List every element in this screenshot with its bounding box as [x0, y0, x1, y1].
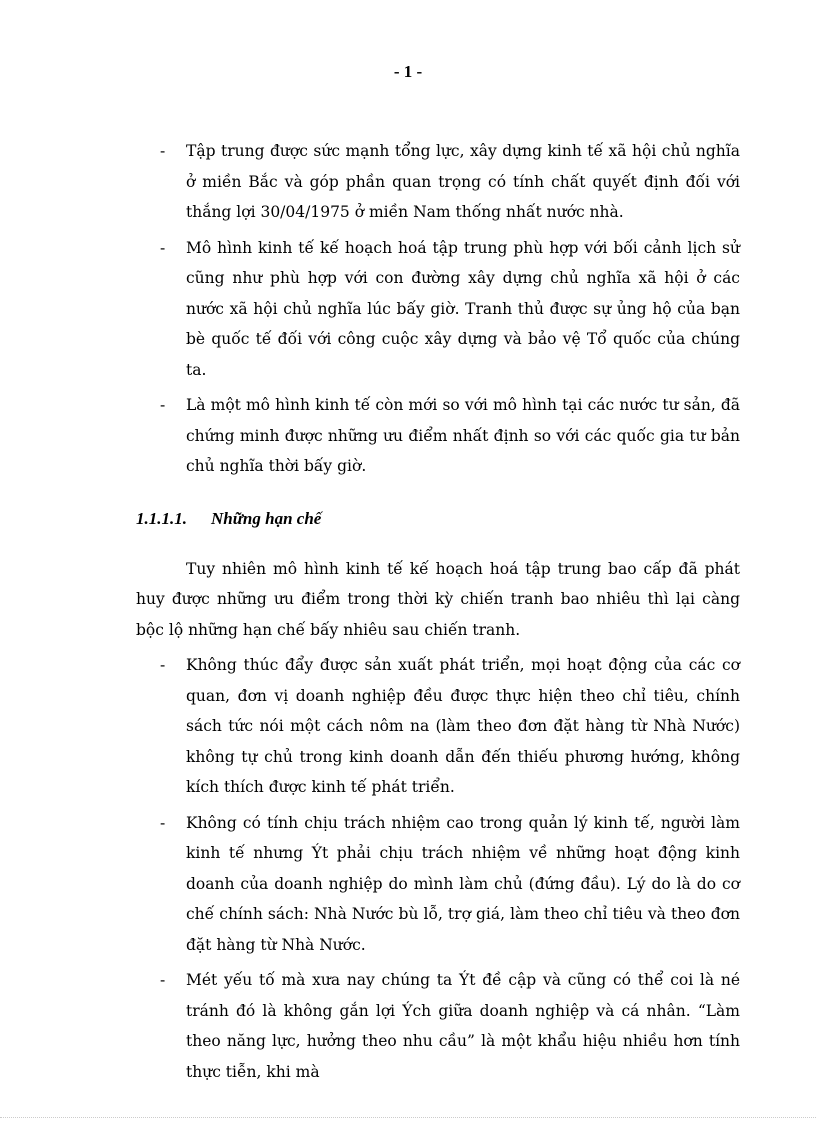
body-paragraph: Tuy nhiên mô hình kinh tế kế hoạch hoá tập trung bao cấp đã phát huy được những ưu điểm trong thời kỳ chiến tranh bao nhiêu thì lại càng bộc lộ những hạn chế bấy nhiêu sau chiến tranh. — [136, 559, 740, 639]
bullet-marker: - — [160, 142, 166, 160]
bullet-item — [136, 233, 740, 386]
bullet-text: Tập trung được sức mạnh tổng lực, xây dựng kinh tế xã hội chủ nghĩa ở miền Bắc và góp phần quan trọng có tính chất quyết định đối với thắng lợi 30/04/1975 ở miền Nam thống nhất nước nhà. — [186, 142, 740, 221]
bullet-marker: - — [160, 656, 166, 674]
bullet-item — [136, 390, 740, 482]
bullet-marker: - — [160, 396, 166, 414]
page-number: - 1 - — [393, 62, 423, 81]
bullet-text: Mô hình kinh tế kế hoạch hoá tập trung phù hợp với bối cảnh lịch sử cũng như phù hợp với con đường xây dựng chủ nghĩa xã hội ở các nước xã hội chủ nghĩa lúc bấy giờ. Tranh thủ được sự ủng hộ của bạn bè quốc tế đối với công cuộc xây dựng và bảo vệ Tổ quốc của chúng ta. — [186, 238, 740, 379]
bullet-text: Không thúc đẩy được sản xuất phát triển, mọi hoạt động của các cơ quan, đơn vị doanh nghiệp đều được thực hiện theo chỉ tiêu, chính sách tức nói một cách nôm na (làm theo đơn đặt hàng từ Nhà Nước) không tự chủ trong kinh doanh dẫn đến thiếu phương hướng, không kích thích được kinh tế phát triển. — [186, 656, 740, 796]
bullet-item — [136, 650, 740, 803]
bullet-item — [136, 808, 740, 961]
section-number: 1.1.1.1. — [136, 508, 187, 528]
bullet-marker: - — [160, 971, 166, 989]
bullet-item — [136, 136, 740, 228]
bullet-text: Mét yếu tố mà xưa nay chúng ta Ýt đề cập và cũng có thể coi là né tránh đó là không gắn lợi Ých giữa doanh nghiệp và cá nhân. “Làm theo năng lực, hưởng theo nhu cầu” là một khẩu hiệu nhiều hơn tính thực tiễn, khi mà — [186, 971, 740, 1081]
bullet-item — [136, 965, 740, 1087]
page-bottom-border — [0, 1117, 816, 1118]
bullet-marker: - — [160, 238, 166, 257]
document-body — [136, 136, 740, 1092]
bullet-text: Là một mô hình kinh tế còn mới so với mô hình tại các nước tư sản, đã chứng minh được những ưu điểm nhất định so với các quốc gia tư bản chủ nghĩa thời bấy giờ. — [186, 396, 740, 475]
section-title: Những hạn chế — [211, 508, 322, 528]
bullet-marker: - — [160, 813, 166, 832]
bullet-text: Không có tính chịu trách nhiệm cao trong quản lý kinh tế, người làm kinh tế nhưng Ýt phải chịu trách nhiệm về những hoạt động kinh doanh của doanh nghiệp do mình làm chủ (đứng đầu). Lý do là do cơ chế chính sách: Nhà Nước bù lỗ, trợ giá, làm theo chỉ tiêu và theo đơn đặt hàng từ Nhà Nước. — [186, 813, 740, 954]
section-heading — [136, 504, 740, 534]
